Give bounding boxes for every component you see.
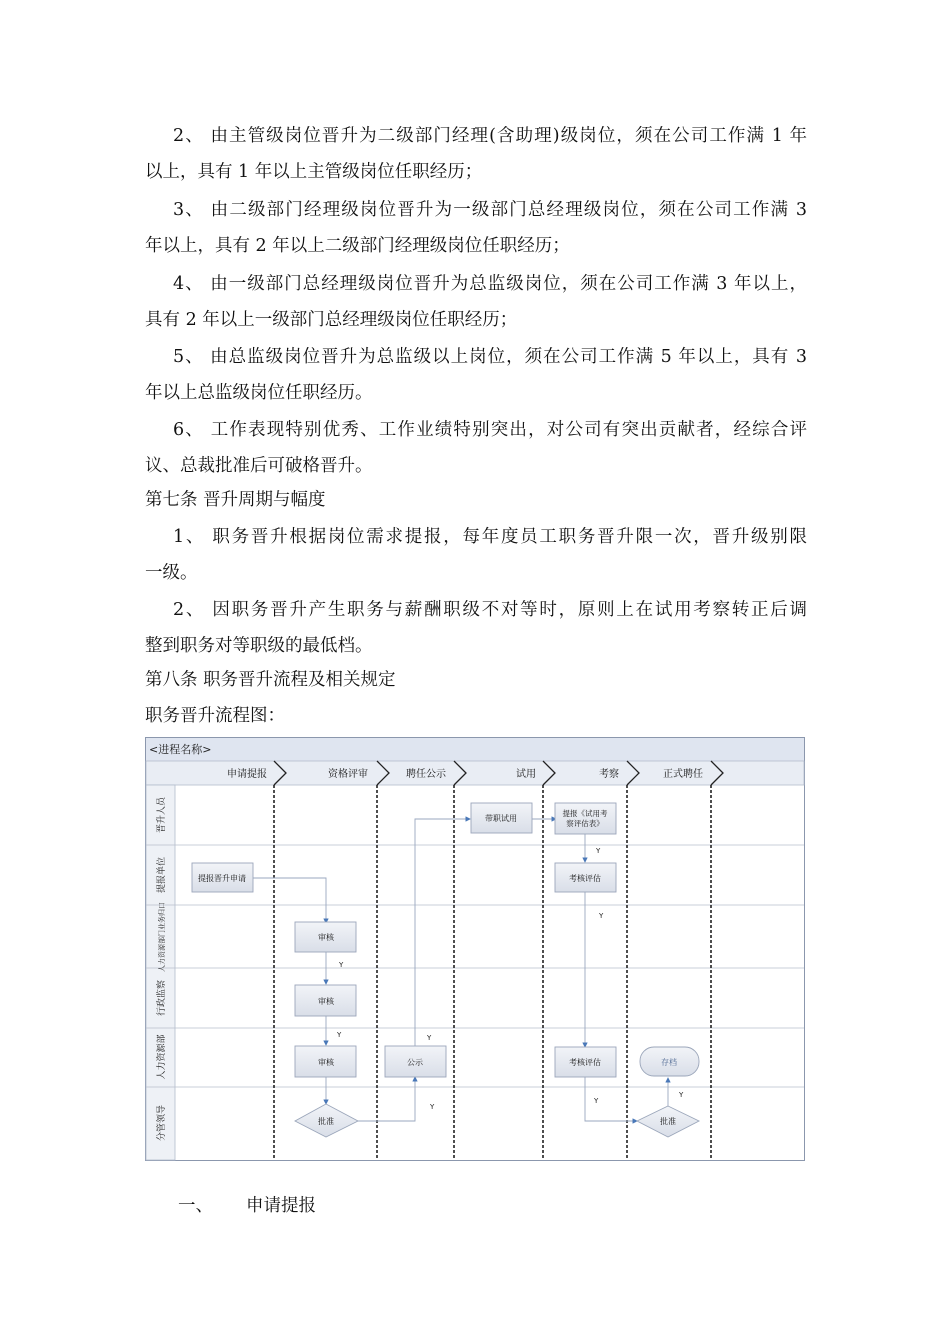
yes-label: Y xyxy=(679,1091,684,1099)
article-7-heading: 第七条 晋升周期与幅度 xyxy=(145,490,326,510)
node-submit-form: 提报《试用考察评估表》 xyxy=(562,809,608,828)
paragraph-6: 6、 工作表现特别优秀、工作业绩特别突出，对公司有突出贡献者，经综合评 议、总裁批准后可破格晋升。 xyxy=(145,420,807,476)
paragraph-7-2: 2、 因职务晋升产生职务与薪酬职级不对等时，原则上在试用考察转正后调 整到职务对等职级的最低档。 xyxy=(145,600,807,656)
phase-appoint: 正式聘任 xyxy=(663,769,703,780)
process-title-bar xyxy=(146,738,804,761)
yes-label: Y xyxy=(427,1034,432,1042)
process-name: <进程名称> xyxy=(149,743,212,756)
lane-supervision: 行政监察 xyxy=(157,979,167,1017)
lane-hr-business: 人力资源部门业务归口 xyxy=(158,902,166,972)
yes-label: Y xyxy=(596,847,601,855)
node-trial: 带职试用 xyxy=(485,814,517,823)
lane-submitting-unit: 提报单位 xyxy=(157,856,167,894)
section-one-heading xyxy=(178,1188,316,1224)
paragraph-7-1: 1、 职务晋升根据岗位需求提报，每年度员工职务晋升限一次，晋升级别限 一级。 xyxy=(145,527,807,583)
node-approve1: 批准 xyxy=(318,1117,334,1126)
phase-trial: 试用 xyxy=(516,769,536,780)
section-title: 申请提报 xyxy=(246,1196,316,1216)
paragraph-2: 2、 由主管级岗位晋升为二级部门经理(含助理)级岗位，须在公司工作满 1 年 以上，具有 1 年以上主管级岗位任职经历； xyxy=(145,126,807,182)
node-evaluate1: 考核评估 xyxy=(569,874,601,883)
yes-label: Y xyxy=(339,961,344,969)
node-archive: 存档 xyxy=(661,1058,677,1067)
phase-apply: 申请提报 xyxy=(227,769,267,780)
node-review3: 审核 xyxy=(318,1058,334,1067)
yes-label: Y xyxy=(599,912,604,920)
section-number: 一、 xyxy=(178,1196,213,1216)
yes-label: Y xyxy=(430,1103,435,1111)
lane-promoted-staff: 晋升人员 xyxy=(157,796,167,834)
paragraph-3: 3、 由二级部门经理级岗位晋升为一级部门总经理级岗位，须在公司工作满 3 年以上，具有 2 年以上二级部门经理级岗位任职经历； xyxy=(145,200,807,256)
article-8-heading: 第八条 职务晋升流程及相关规定 xyxy=(145,670,396,690)
yes-label: Y xyxy=(337,1031,342,1039)
flowchart-caption: 职务晋升流程图： xyxy=(145,706,285,726)
node-review1: 审核 xyxy=(318,933,334,942)
node-submit: 提报晋升申请 xyxy=(198,874,246,883)
node-review2: 审核 xyxy=(318,997,334,1006)
lane-hr-dept: 人力资源部 xyxy=(157,1034,167,1080)
promotion-flowchart xyxy=(145,737,805,1161)
yes-label: Y xyxy=(594,1097,599,1105)
paragraph-4: 4、 由一级部门总经理级岗位晋升为总监级岗位，须在公司工作满 3 年以上， 具有 2 年以上一级部门总经理级岗位任职经历； xyxy=(145,274,807,330)
phase-review: 资格评审 xyxy=(328,769,368,780)
lane-leader: 分管领导 xyxy=(157,1104,167,1142)
node-evaluate2: 考核评估 xyxy=(569,1058,601,1067)
paragraph-5: 5、 由总监级岗位晋升为总监级以上岗位，须在公司工作满 5 年以上，具有 3 年以上总监级岗位任职经历。 xyxy=(145,347,807,403)
phase-publicize: 聘任公示 xyxy=(406,769,446,780)
node-publicize: 公示 xyxy=(407,1058,423,1067)
node-approve2: 批准 xyxy=(660,1117,676,1126)
phase-inspect: 考察 xyxy=(599,769,619,780)
